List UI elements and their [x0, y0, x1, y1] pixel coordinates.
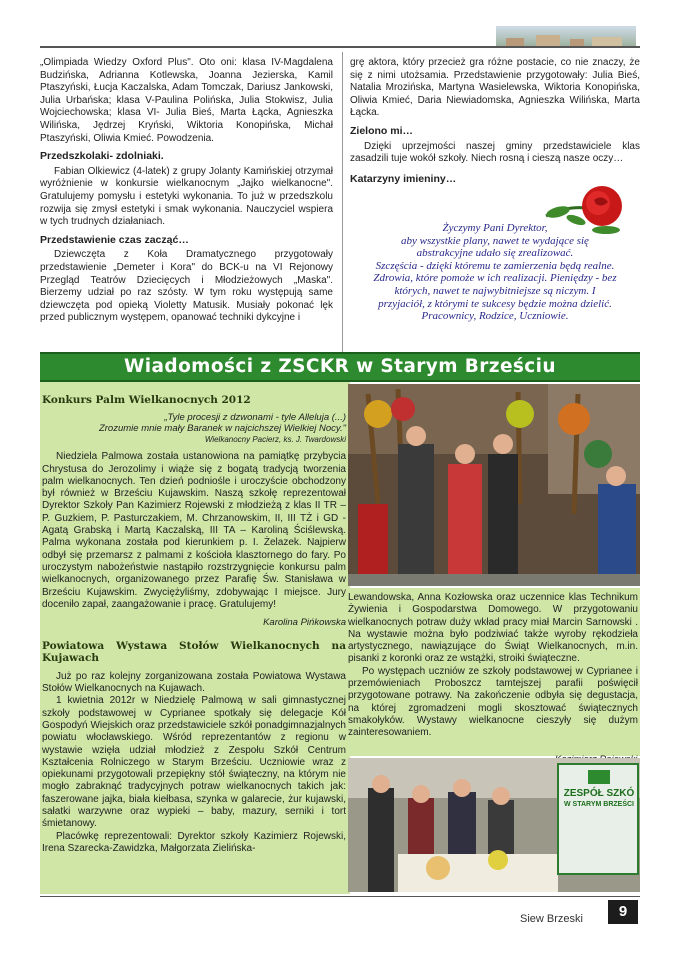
easter-tables-intro: Już po raz kolejny zorganizowana została Powiatowa Wystawa Stołów Wielkanocnych na Kujawach.	[42, 670, 346, 695]
header-village-photo	[496, 26, 636, 46]
magazine-name: Siew Brzeski	[520, 913, 583, 925]
palm-contest-article	[42, 392, 346, 855]
wish-line: Zdrowia, które pomoże w ich realizacji. Pieniędzy - bez	[373, 272, 617, 285]
footer-rule	[40, 896, 640, 897]
top-right-column	[350, 57, 640, 188]
quote-line: Zrozumie mnie mały Baranek w najcichszej Wielkiej Nocy."	[98, 423, 346, 435]
easter-tables-closing-paragraph: Po występach uczniów ze szkoły podstawowej w Cyprianee i przemówieniach Proboszcz tamtejszej parafii poświęcił przygotowane potrawy. Na zakończenie odbyła się degustacja, na której zgromadzeni mogli skosztować świątecznych smakołyków. Wystawy wielkanocne cieszyły się dużym zainteresowaniem.	[348, 665, 638, 739]
wish-line: których, nawet te najwybitniejsze są niczym. I	[394, 284, 596, 297]
wish-line: przyjaciół, z którymi te sukcesy będzie można dzielić.	[378, 297, 612, 310]
quote-source: Wielkanocny Pacierz, ks. J. Twardowski	[204, 435, 346, 445]
section-heading-preschool: Przedszkolaki- zdolniaki.	[40, 150, 164, 163]
olympiad-paragraph: „Olimpiada Wiedzy Oxford Plus". Oto oni: klasa IV-Magdalena Budzińska, Adrianna Kotlewska, Joanna Jezierska, Kamil Ptaszyński, Łucja Kaczalska, Adam Tomczak, Dariusz Jankowski, Julia Urbańska; klasa V-Paulina Polińska, Julia Stokwisz, Julia Wojciechowska; klasa VI- Julia Bieś, Marta Łącka, Agnieszka Wilińska, Jędrzej Kryński, Wiktoria Konopińska, Michał Ptaszyński, Oliwia Kmieć. Powodzenia.	[40, 57, 333, 144]
school-sign-line: W STARYM BRZEŚCI	[564, 801, 634, 808]
green-paragraph: Dzięki uprzejmości naszej gminy przedstawiciele klas zasadzili tuje wokół szkoły. Niech rosną i cieszą nasze oczy…	[350, 140, 640, 165]
easter-tables-title: Powiatowa Wystawa Stołów Wielkanocnych na Kujawach	[42, 640, 346, 665]
preschool-paragraph: Fabian Olkiewicz (4-latek) z grupy Jolanty Kamińskiej otrzymał wyróżnienie w konkursie wielkanocnym „Jajko wielkanocne". Gratulujemy pomysłu i estetyki wykonania. To już w przedszkolu rozwija się zmysł estetyki i smak wykonania. Nauczyciel wspiera w tych trudnych działaniach.	[40, 165, 333, 228]
palm-procession-photo	[348, 384, 640, 586]
wish-line: Szczęścia - dzięki któremu te zamierzenia będą realne.	[375, 259, 615, 272]
section-banner: Wiadomości z ZSCKR w Starym Brześciu	[40, 352, 640, 382]
school-sign-line: ZESPÓŁ SZKÓ	[563, 788, 635, 799]
easter-tables-continuation	[348, 592, 638, 740]
palm-contest-body: Niedziela Palmowa została ustanowiona na pamiątkę przybycia Chrystusa do Jerozolimy i wiąże się z bogatą tradycją tworzenia palm wielkanocnych. Ten dzień podniośle i uroczyście obchodzony był również w Brześciu Kujawskim. Naszą szkołę reprezentował Dyrektor Szkoły Pan Kazimierz Rojewski z młodzieżą z klas II TR – P. Guzkiem, P. Pasturczakiem, M. Chrzanowskim, II, III TŻ i GD - Agatą Grabską i Martą Kaczalską, III TA – Karoliną Ściślewską. Palma wykonana została pod kierunkiem p. I. Żelazek. Najpierw odbył się przemarsz z palmami z kościoła klasztornego do fary. Po uroczystym nabożeństwie nastąpiło rozstrzygnięcie konkursu palm wielkanocnych, organizowanego przez Parafię Św. Stanisława w Brześciu Kujawskim. Zwyciężyliśmy, zdobywając I miejsce. Jury doceniło zapał, zaangażowanie i pracę. Gratulujemy!	[42, 451, 346, 610]
palm-contest-author: Karolina Pińkowska	[263, 617, 346, 629]
column-separator	[342, 52, 343, 352]
section-heading-theatre: Przedstawienie czas zacząć…	[40, 233, 189, 246]
easter-tables-representatives: Placówkę reprezentowali: Dyrektor szkoły Kazimierz Rojewski, Irena Szarecka-Zawidzka, Małgorzata Zielińska-	[42, 830, 346, 854]
nameday-wishes	[350, 222, 640, 323]
wish-line: abstrakcyjne udało się zrealizować.	[416, 247, 574, 260]
wish-line: aby wszystkie plany, nawet te wydające się	[401, 234, 589, 247]
wish-line: Życzymy Pani Dyrektor,	[442, 222, 548, 234]
section-heading-nameday: Katarzyny imieniny…	[350, 172, 457, 185]
easter-tables-body: 1 kwietnia 2012r w Niedzielę Palmową w sali gimnastycznej szkoły podstawowej w Cyprianee spotkały się delegacje Kół Gospodyń Wiejskich oraz przedstawiciele szkół ponadgimnazjalnych powiatu włocławskiego. Wśród reprezentantów z regionu w wystawie wzięła udział młodzież z Zespołu Szkół Centrum Kształcenia Rolniczego w Starym Brześciu. Uczniowie wraz z opiekunami przygotowali przepiękny stół świąteczny, na którym nie mogło zabraknąć tradycyjnych potraw wielkanocnych takich jak: faszerowane jajka, biała kiełbasa, szynka w galarecie, żur kujawski, sałatki warzywne oraz wypieki – baby, mazury, serniki i tort śmietanowy.	[42, 695, 346, 830]
section-heading-green: Zielono mi…	[350, 124, 413, 137]
theatre-cast-paragraph: grę aktora, który przecież gra różne postacie, co nie znaczy, że się z nimi utożsamia. Przedstawienie przygotowały: Julia Bieś, Natalia Mrozińska, Martyna Wasielewska, Wiktoria Konopińska, Oliwia Kmieć, Daria Niewiadomska, Agnieszka Wilińska, Marta Łącka.	[350, 57, 640, 119]
quote-line: „Tyle procesji z dzwonami - tyle Alleluja (...)	[164, 412, 346, 424]
header-rule	[40, 46, 640, 48]
palm-contest-title: Konkurs Palm Wielkanocnych 2012	[42, 394, 251, 406]
school-sign	[560, 788, 638, 810]
wish-line: Pracownicy, Rodzice, Uczniowie.	[421, 310, 569, 323]
easter-tables-cont-paragraph: Lewandowska, Anna Kozłowska oraz uczennice klas Technikum Żywienia i Gospodarstwa Domowego. W przygotowaniu wielkanocnych potraw duży wkład pracy miał Marcin Sarnowski . Na wystawie można było podziwiać także wyroby rękodzieła artystycznego, nawiązujące do Świąt Wielkanocnych, m.in. pisanki z koronki oraz ze wstążki, stroiki świąteczne.	[348, 592, 638, 665]
easter-table-photo	[348, 758, 640, 892]
theatre-paragraph: Dziewczęta z Koła Dramatycznego przygotowały przedstawienie „Demeter i Kora" do BCK-u na VI Rejonowy Przegląd Teatrów Dziecięcych i Młodzieżowych „Maska". Bierzemy udział po raz szósty. W tym roku występują same dziewczęta pod opieką Violetty Matusik. Musiały pokonać lęk przed publicznym występem, opanować techniki dykcyjne i	[40, 249, 333, 324]
page-number: 9	[608, 900, 638, 924]
top-left-column	[40, 57, 333, 325]
